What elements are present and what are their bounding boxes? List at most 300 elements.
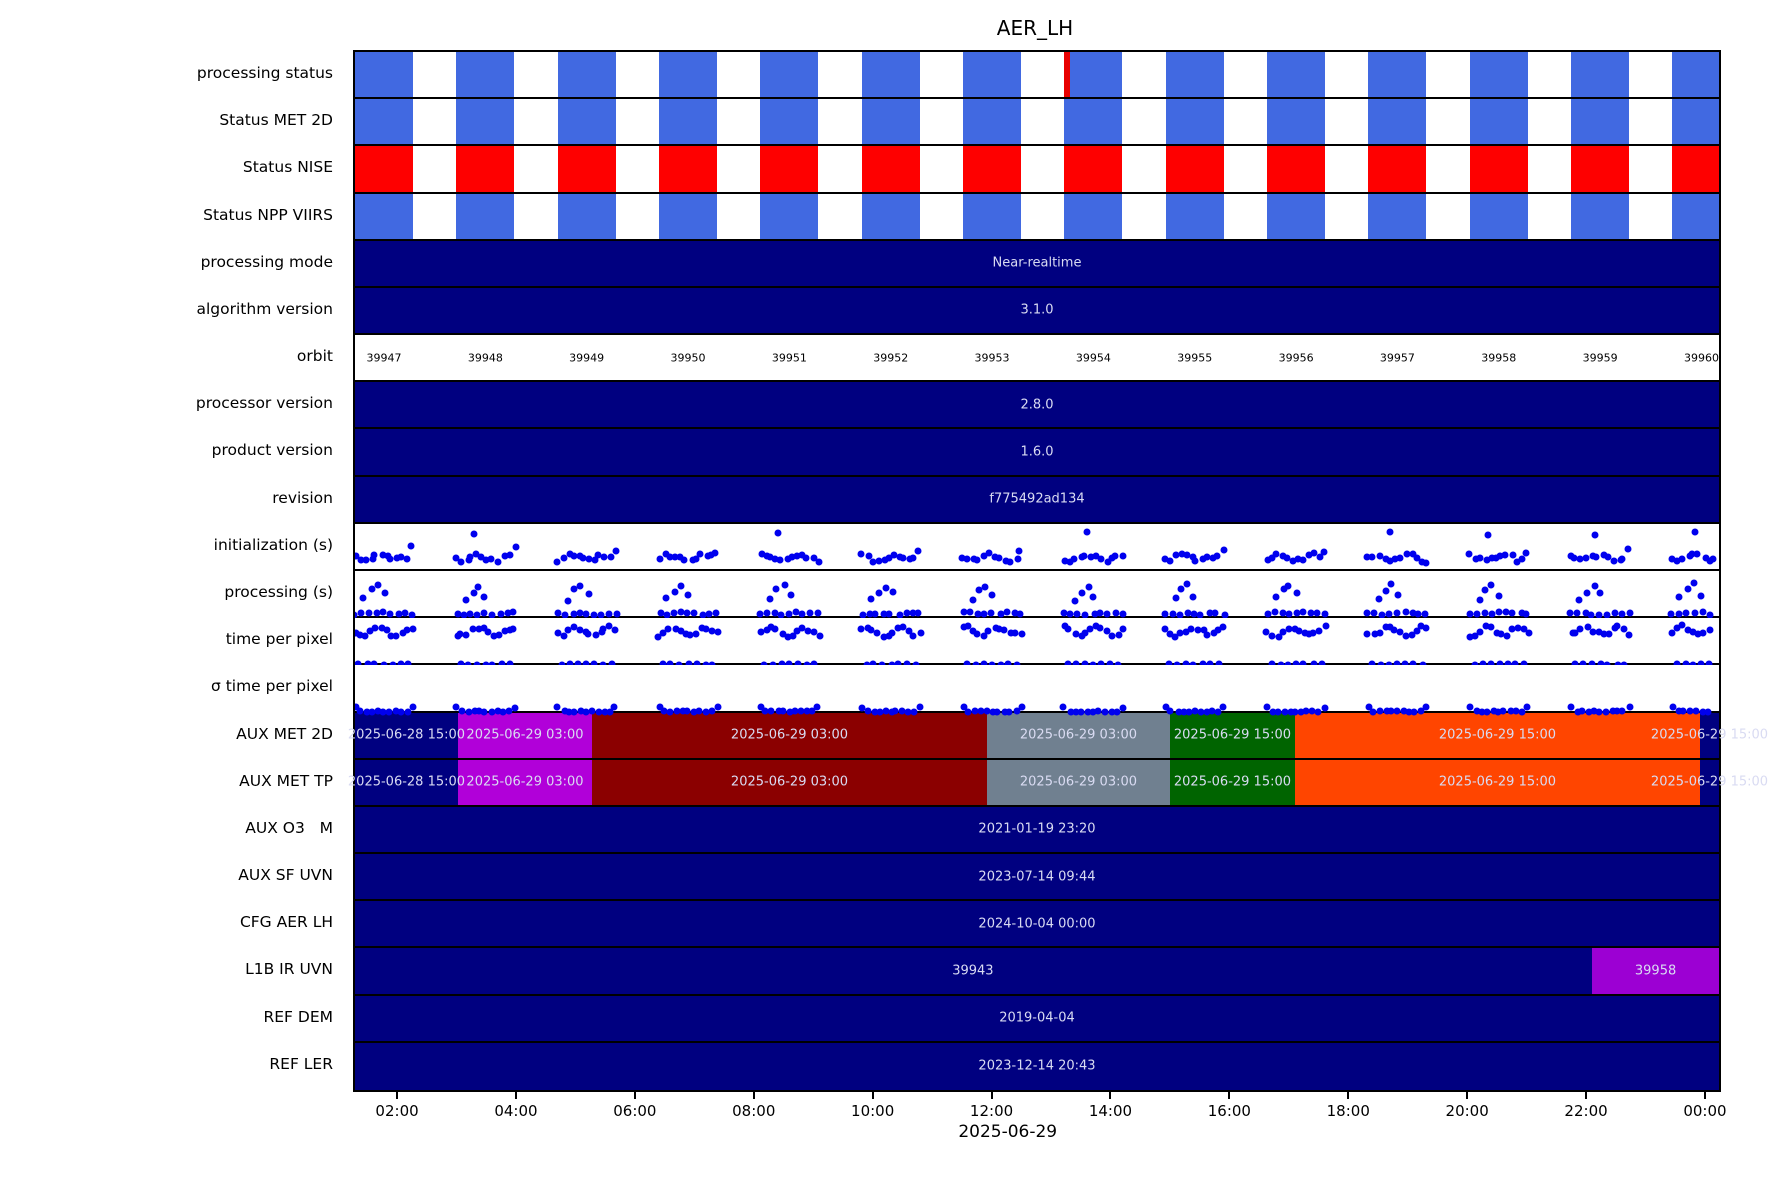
scatter-dot bbox=[678, 583, 685, 590]
scatter-dot bbox=[562, 611, 569, 618]
scatter-dot bbox=[1574, 609, 1581, 616]
scatter-dot bbox=[1371, 609, 1378, 616]
row-ref-dem bbox=[355, 996, 1719, 1043]
scatter-dot bbox=[875, 590, 882, 597]
row-l1b-ir-uvn bbox=[355, 948, 1719, 995]
scatter-dot bbox=[1071, 597, 1078, 604]
x-axis-tick-label: 22:00 bbox=[1564, 1102, 1608, 1120]
row-label-sigma-time-per-pixel: σ time per pixel bbox=[210, 677, 333, 696]
orbit-coverage-block bbox=[1064, 146, 1122, 191]
orbit-coverage-block bbox=[862, 194, 920, 239]
scatter-dot bbox=[1500, 708, 1507, 715]
orbit-coverage-block bbox=[760, 146, 818, 191]
scatter-dot bbox=[974, 631, 981, 638]
scatter-dot bbox=[1178, 586, 1185, 593]
scatter-dot bbox=[1120, 704, 1127, 711]
scatter-dot bbox=[1065, 625, 1072, 632]
scatter-dot bbox=[553, 704, 560, 711]
scatter-dot bbox=[671, 609, 678, 616]
scatter-dot bbox=[1476, 629, 1483, 636]
row-algorithm-version bbox=[355, 288, 1719, 335]
scatter-dot bbox=[1477, 554, 1484, 561]
scatter-dot bbox=[608, 553, 615, 560]
orbit-coverage-block bbox=[355, 146, 413, 191]
orbit-coverage-block bbox=[1470, 194, 1528, 239]
row-label-algorithm-version: algorithm version bbox=[196, 299, 333, 318]
scatter-dot bbox=[909, 632, 916, 639]
scatter-dot bbox=[1078, 589, 1085, 596]
scatter-dot bbox=[1187, 625, 1194, 632]
scatter-dot bbox=[1678, 555, 1685, 562]
scatter-dot bbox=[1691, 579, 1698, 586]
row-label-processing-status: processing status bbox=[196, 64, 333, 82]
row-label-processing-mode: processing mode bbox=[200, 252, 333, 271]
scatter-dot bbox=[665, 625, 672, 632]
scatter-dot bbox=[1112, 553, 1119, 560]
x-axis-tick-label: 00:00 bbox=[1683, 1102, 1727, 1120]
scatter-dot bbox=[868, 596, 875, 603]
row-orbit bbox=[355, 335, 1719, 382]
row-label-revision: revision bbox=[272, 488, 333, 507]
scatter-dot bbox=[1575, 596, 1582, 603]
orbit-coverage-block bbox=[1267, 52, 1325, 97]
scatter-dot bbox=[1596, 589, 1603, 596]
scatter-dot bbox=[1321, 549, 1328, 556]
scatter-dot bbox=[1119, 611, 1126, 618]
scatter-dot bbox=[1668, 610, 1675, 617]
scatter-dot bbox=[814, 609, 821, 616]
row-algorithm-version-value: 3.1.0 bbox=[1020, 302, 1054, 318]
scatter-dot bbox=[1212, 609, 1219, 616]
aux-segment-value: 2025-06-29 15:00 bbox=[1650, 727, 1769, 743]
scatter-dot bbox=[883, 584, 890, 591]
row-status-npp-viirs bbox=[355, 194, 1719, 241]
row-processing-s bbox=[355, 571, 1719, 618]
orbit-number: 39960 bbox=[1683, 351, 1719, 365]
x-axis-tick bbox=[515, 1090, 517, 1099]
scatter-dot bbox=[1394, 591, 1401, 598]
row-sigma-time-per-pixel bbox=[355, 665, 1719, 712]
aux-segment-value: 2025-06-29 03:00 bbox=[1019, 774, 1138, 790]
aux-segment-value: 2025-06-28 15:00 bbox=[347, 774, 466, 790]
x-axis-tick-label: 16:00 bbox=[1207, 1102, 1251, 1120]
orbit-number: 39957 bbox=[1379, 351, 1415, 365]
scatter-dot bbox=[1120, 626, 1127, 633]
x-axis-tick-label: 12:00 bbox=[969, 1102, 1014, 1120]
scatter-dot bbox=[1612, 609, 1619, 616]
x-axis-tick bbox=[991, 1090, 993, 1099]
scatter-dot bbox=[683, 708, 690, 715]
row-aux-o3-m bbox=[355, 807, 1719, 854]
scatter-dot bbox=[1322, 704, 1329, 711]
scatter-dot bbox=[1709, 556, 1716, 563]
aux-segment bbox=[1650, 713, 1769, 758]
scatter-dot bbox=[773, 586, 780, 593]
scatter-dot bbox=[871, 610, 878, 617]
scatter-dot bbox=[1014, 555, 1021, 562]
scatter-dot bbox=[896, 611, 903, 618]
x-axis-tick-label: 06:00 bbox=[613, 1102, 657, 1120]
scatter-dot bbox=[781, 582, 788, 589]
aux-segment-value: 2025-06-29 03:00 bbox=[730, 727, 849, 743]
scatter-dot bbox=[1322, 623, 1329, 630]
scatter-dot bbox=[1169, 610, 1176, 617]
scatter-dot bbox=[564, 597, 571, 604]
scatter-dot bbox=[597, 611, 604, 618]
scatter-dot bbox=[712, 550, 719, 557]
scatter-dot bbox=[481, 609, 488, 616]
x-axis-tick bbox=[1109, 1090, 1111, 1099]
scatter-dot bbox=[589, 708, 596, 715]
scatter-dot bbox=[1584, 589, 1591, 596]
scatter-dot bbox=[775, 529, 782, 536]
scatter-dot bbox=[1368, 554, 1375, 561]
orbit-coverage-block bbox=[760, 99, 818, 144]
scatter-dot bbox=[1523, 704, 1530, 711]
scatter-dot bbox=[507, 551, 514, 558]
scatter-dot bbox=[481, 593, 488, 600]
scatter-dot bbox=[1685, 586, 1692, 593]
scatter-dot bbox=[696, 550, 703, 557]
scatter-dot bbox=[1473, 611, 1480, 618]
scatter-dot bbox=[600, 553, 607, 560]
scatter-dot bbox=[497, 610, 504, 617]
scatter-dot bbox=[1484, 531, 1491, 538]
scatter-dot bbox=[691, 610, 698, 617]
scatter-dot bbox=[766, 595, 773, 602]
scatter-dot bbox=[1422, 559, 1429, 566]
row-label-time-per-pixel: time per pixel bbox=[225, 630, 333, 649]
orbit-coverage-block bbox=[1571, 194, 1629, 239]
x-axis-tick-label: 10:00 bbox=[851, 1102, 895, 1120]
scatter-dot bbox=[1268, 633, 1275, 640]
scatter-dot bbox=[1316, 627, 1323, 634]
scatter-dot bbox=[366, 609, 373, 616]
orbit-coverage-block bbox=[1470, 99, 1528, 144]
scatter-dot bbox=[1619, 556, 1626, 563]
scatter-dot bbox=[358, 610, 365, 617]
scatter-dot bbox=[1220, 546, 1227, 553]
aux-segment-value: 2025-06-29 15:00 bbox=[1173, 727, 1292, 743]
row-label-processing-s: processing (s) bbox=[224, 583, 333, 601]
x-axis-tick-label: 14:00 bbox=[1088, 1102, 1133, 1120]
scatter-dot bbox=[1567, 704, 1574, 711]
orbit-coverage-block bbox=[1064, 194, 1122, 239]
orbit-coverage-block bbox=[558, 52, 616, 97]
row-initialization-s bbox=[355, 524, 1719, 571]
orbit-coverage-block bbox=[1672, 52, 1719, 97]
orbit-coverage-block bbox=[760, 52, 818, 97]
scatter-dot bbox=[1588, 611, 1595, 618]
scatter-dot bbox=[1173, 595, 1180, 602]
scatter-dot bbox=[1481, 586, 1488, 593]
scatter-dot bbox=[777, 611, 784, 618]
orbit-number: 39953 bbox=[974, 351, 1010, 365]
aux-segment bbox=[1650, 760, 1769, 805]
scatter-dot bbox=[1591, 583, 1598, 590]
row-l1b-ir-uvn-overlay-segment bbox=[1592, 948, 1719, 993]
orbit-number: 39959 bbox=[1582, 351, 1618, 365]
orbit-coverage-block bbox=[963, 146, 1021, 191]
scatter-dot bbox=[462, 596, 469, 603]
scatter-dot bbox=[767, 708, 774, 715]
x-axis-tick-label: 04:00 bbox=[494, 1102, 538, 1120]
x-axis-tick bbox=[1228, 1090, 1230, 1099]
scatter-dot bbox=[1706, 627, 1713, 634]
scatter-dot bbox=[1167, 708, 1174, 715]
scatter-dot bbox=[1085, 583, 1092, 590]
scatter-dot bbox=[816, 633, 823, 640]
row-ref-dem-value: 2019-04-04 bbox=[999, 1010, 1075, 1026]
row-label-initialization-s: initialization (s) bbox=[213, 535, 333, 554]
scatter-dot bbox=[555, 610, 562, 617]
orbit-coverage-block bbox=[862, 146, 920, 191]
row-label-ref-ler: REF LER bbox=[269, 1054, 333, 1073]
scatter-dot bbox=[763, 610, 770, 617]
aux-segment bbox=[592, 713, 987, 758]
scatter-dot bbox=[1382, 588, 1389, 595]
scatter-dot bbox=[387, 610, 394, 617]
orbit-coverage-block bbox=[1571, 99, 1629, 144]
scatter-dot bbox=[684, 609, 691, 616]
row-processor-version bbox=[355, 382, 1719, 429]
scatter-dot bbox=[802, 554, 809, 561]
orbit-coverage-block bbox=[355, 99, 413, 144]
row-label-aux-met-tp: AUX MET TP bbox=[239, 771, 333, 790]
scatter-dot bbox=[969, 597, 976, 604]
scatter-dot bbox=[611, 626, 618, 633]
scatter-dot bbox=[1626, 704, 1633, 711]
scatter-dot bbox=[1393, 609, 1400, 616]
orbit-number: 39952 bbox=[873, 351, 909, 365]
scatter-dot bbox=[1273, 594, 1280, 601]
row-label-status-met-2d: Status MET 2D bbox=[219, 111, 333, 130]
scatter-dot bbox=[890, 589, 897, 596]
aux-segment bbox=[458, 760, 592, 805]
aux-segment-value: 2025-06-29 03:00 bbox=[1019, 727, 1138, 743]
scatter-dot bbox=[994, 708, 1001, 715]
scatter-dot bbox=[1496, 592, 1503, 599]
scatter-dot bbox=[1315, 709, 1322, 716]
scatter-dot bbox=[857, 551, 864, 558]
scatter-dot bbox=[1502, 552, 1509, 559]
scatter-dot bbox=[776, 557, 783, 564]
aux-segment bbox=[987, 760, 1170, 805]
scatter-dot bbox=[1706, 611, 1713, 618]
orbit-coverage-block bbox=[1672, 146, 1719, 191]
scatter-dot bbox=[888, 629, 895, 636]
row-processing-mode-value: Near-realtime bbox=[992, 255, 1082, 271]
orbit-coverage-block bbox=[1166, 52, 1224, 97]
orbit-coverage-block bbox=[1267, 194, 1325, 239]
scatter-dot bbox=[513, 544, 520, 551]
scatter-dot bbox=[1423, 704, 1430, 711]
plot-area bbox=[347, 50, 1769, 1092]
scatter-dot bbox=[886, 610, 893, 617]
x-axis-tick bbox=[1585, 1090, 1587, 1099]
orbit-coverage-block bbox=[862, 99, 920, 144]
scatter-dot bbox=[1190, 593, 1197, 600]
scatter-dot bbox=[1523, 611, 1530, 618]
row-label-l1b-ir-uvn: L1B IR UVN bbox=[245, 960, 333, 979]
scatter-dot bbox=[1466, 611, 1473, 618]
scatter-dot bbox=[713, 610, 720, 617]
scatter-dot bbox=[981, 583, 988, 590]
scatter-dot bbox=[814, 704, 821, 711]
orbit-coverage-block bbox=[1166, 194, 1224, 239]
scatter-dot bbox=[1220, 704, 1227, 711]
row-aux-sf-uvn bbox=[355, 854, 1719, 901]
scatter-dot bbox=[1397, 554, 1404, 561]
orbit-coverage-block bbox=[1672, 194, 1719, 239]
scatter-dot bbox=[1264, 611, 1271, 618]
scatter-dot bbox=[995, 555, 1002, 562]
scatter-dot bbox=[1523, 550, 1530, 557]
scatter-dot bbox=[1119, 552, 1126, 559]
orbit-coverage-block bbox=[1368, 52, 1426, 97]
x-axis-tick bbox=[872, 1090, 874, 1099]
scatter-dot bbox=[1698, 593, 1705, 600]
scatter-dot bbox=[662, 594, 669, 601]
scatter-dot bbox=[1606, 631, 1613, 638]
scatter-dot bbox=[1376, 596, 1383, 603]
x-axis-tick-label: 08:00 bbox=[732, 1102, 776, 1120]
scatter-dot bbox=[1577, 626, 1584, 633]
scatter-dot bbox=[1083, 529, 1090, 536]
orbit-coverage-block bbox=[1571, 146, 1629, 191]
orbit-coverage-block bbox=[659, 146, 717, 191]
scatter-dot bbox=[605, 611, 612, 618]
scatter-dot bbox=[1691, 528, 1698, 535]
scatter-dot bbox=[1509, 609, 1516, 616]
orbit-coverage-block bbox=[963, 194, 1021, 239]
orbit-coverage-block bbox=[558, 99, 616, 144]
scatter-dot bbox=[1019, 704, 1026, 711]
orbit-coverage-block bbox=[1166, 146, 1224, 191]
orbit-coverage-block bbox=[456, 99, 514, 144]
scatter-dot bbox=[1620, 625, 1627, 632]
scatter-dot bbox=[1115, 632, 1122, 639]
orbit-number: 39949 bbox=[569, 351, 605, 365]
orbit-coverage-block bbox=[1571, 52, 1629, 97]
aux-segment bbox=[1170, 760, 1295, 805]
scatter-dot bbox=[1364, 631, 1371, 638]
scatter-dot bbox=[681, 557, 688, 564]
scatter-dot bbox=[470, 589, 477, 596]
scatter-dot bbox=[787, 591, 794, 598]
scatter-dot bbox=[918, 630, 925, 637]
row-time-per-pixel bbox=[355, 618, 1719, 665]
scatter-dot bbox=[611, 703, 618, 710]
orbit-coverage-block bbox=[355, 52, 413, 97]
x-axis-tick bbox=[1347, 1090, 1349, 1099]
scatter-dot bbox=[1077, 708, 1084, 715]
aux-segment bbox=[347, 713, 466, 758]
scatter-dot bbox=[1625, 632, 1632, 639]
scatter-dot bbox=[511, 704, 518, 711]
scatter-dot bbox=[1103, 610, 1110, 617]
scatter-dot bbox=[1388, 581, 1395, 588]
scatter-dot bbox=[779, 707, 786, 714]
scatter-dot bbox=[714, 629, 721, 636]
scatter-dot bbox=[560, 632, 567, 639]
orbit-coverage-block bbox=[659, 99, 717, 144]
scatter-dot bbox=[1192, 557, 1199, 564]
scatter-dot bbox=[985, 628, 992, 635]
error-event-mark bbox=[1064, 52, 1070, 97]
scatter-dot bbox=[696, 708, 703, 715]
orbit-coverage-block bbox=[659, 194, 717, 239]
scatter-dot bbox=[705, 610, 712, 617]
orbit-coverage-block bbox=[456, 52, 514, 97]
aux-segment bbox=[1295, 760, 1700, 805]
scatter-dot bbox=[1299, 557, 1306, 564]
scatter-dot bbox=[1602, 708, 1609, 715]
x-axis-tick bbox=[1466, 1090, 1468, 1099]
row-label-aux-sf-uvn: AUX SF UVN bbox=[238, 866, 333, 885]
scatter-dot bbox=[874, 629, 881, 636]
x-axis-tick bbox=[1704, 1090, 1706, 1099]
scatter-dot bbox=[1676, 594, 1683, 601]
scatter-dot bbox=[980, 611, 987, 618]
row-status-nise bbox=[355, 146, 1719, 193]
scatter-dot bbox=[1007, 558, 1014, 565]
scatter-dot bbox=[1314, 610, 1321, 617]
row-processing-mode bbox=[355, 241, 1719, 288]
orbit-coverage-block bbox=[1267, 99, 1325, 144]
scatter-dot bbox=[403, 555, 410, 562]
scatter-dot bbox=[1591, 531, 1598, 538]
scatter-dot bbox=[1504, 633, 1511, 640]
scatter-dot bbox=[462, 631, 469, 638]
scatter-dot bbox=[585, 591, 592, 598]
scatter-dot bbox=[360, 594, 367, 601]
x-axis-tick-label: 18:00 bbox=[1326, 1102, 1370, 1120]
scatter-dot bbox=[967, 609, 974, 616]
row-l1b-ir-uvn-value: 39943 bbox=[952, 963, 994, 979]
aux-segment-value: 2025-06-29 15:00 bbox=[1438, 774, 1557, 790]
scatter-dot bbox=[466, 610, 473, 617]
scatter-dot bbox=[685, 591, 692, 598]
scatter-dot bbox=[474, 583, 481, 590]
scatter-dot bbox=[613, 610, 620, 617]
orbit-number: 39947 bbox=[366, 351, 402, 365]
scatter-dot bbox=[1692, 610, 1699, 617]
scatter-dot bbox=[371, 551, 378, 558]
scatter-dot bbox=[583, 611, 590, 618]
row-label-product-version: product version bbox=[211, 441, 333, 460]
aux-segment bbox=[592, 760, 987, 805]
scatter-dot bbox=[1567, 609, 1574, 616]
row-product-version bbox=[355, 429, 1719, 476]
orbit-number: 39950 bbox=[670, 351, 706, 365]
scatter-dot bbox=[916, 703, 923, 710]
scatter-dot bbox=[1422, 611, 1429, 618]
row-aux-met-2d bbox=[347, 713, 1769, 760]
scatter-dot bbox=[1286, 611, 1293, 618]
chart-title: AER_LH bbox=[996, 16, 1074, 40]
scatter-dot bbox=[1004, 609, 1011, 616]
scatter-dot bbox=[816, 559, 823, 566]
scatter-dot bbox=[989, 592, 996, 599]
orbit-coverage-block bbox=[1166, 99, 1224, 144]
scatter-dot bbox=[1481, 609, 1488, 616]
row-label-status-npp-viirs: Status NPP VIIRS bbox=[203, 205, 333, 224]
aux-segment-value: 2025-06-28 15:00 bbox=[347, 727, 466, 743]
orbit-coverage-block bbox=[963, 52, 1021, 97]
scatter-dot bbox=[1423, 624, 1430, 631]
scatter-dot bbox=[1593, 553, 1600, 560]
